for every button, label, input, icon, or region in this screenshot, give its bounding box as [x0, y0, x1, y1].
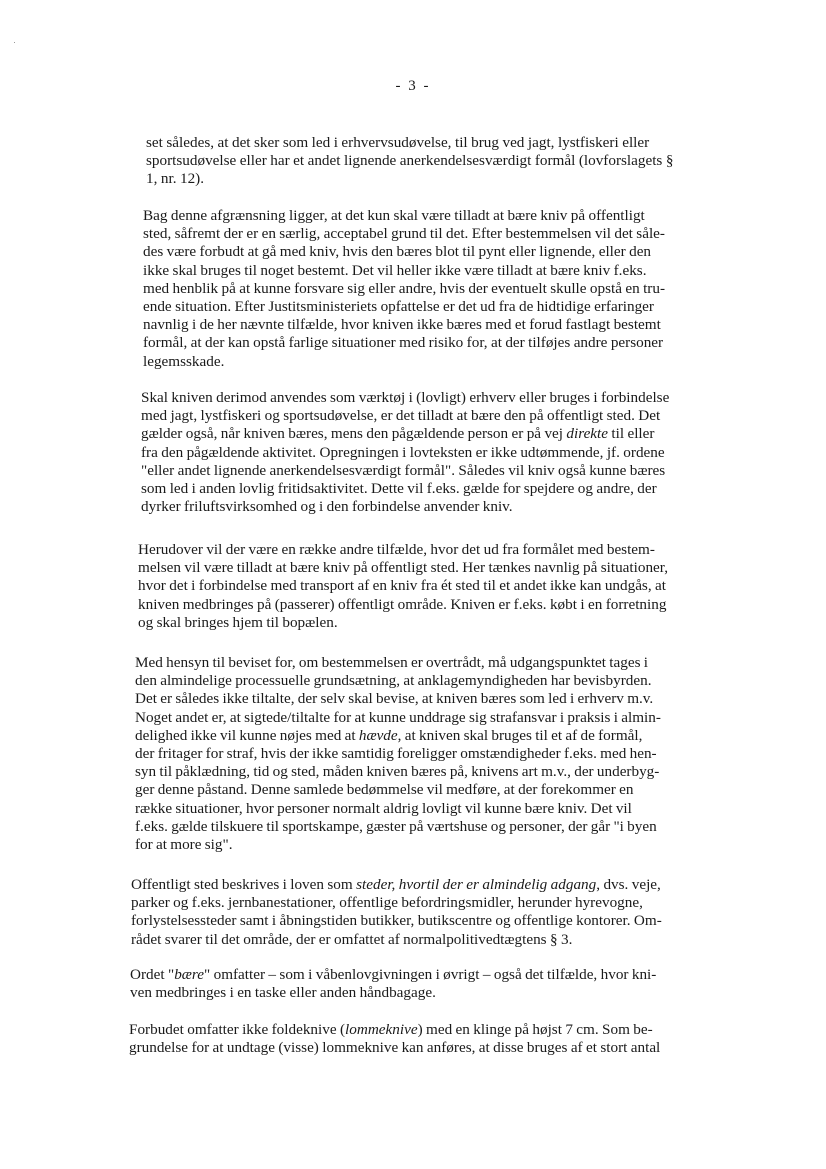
text-line: formål, at der kan opstå farlige situationer med risiko for, at der tilføjes andre personer — [143, 334, 664, 352]
paragraph-7 — [130, 966, 656, 1002]
text-line: ikke skal bruges til noget bestemt. Det vil heller ikke være tilladt at bære kniv f.eks. — [143, 261, 647, 279]
text-line: dyrker friluftsvirksomhed og i den forbindelse anvender kniv. — [141, 498, 513, 516]
text-line: med jagt, lystfiskeri og sportsudøvelse, er det tilladt at bære den på offentligt sted. Det — [141, 407, 661, 425]
text-line: parker og f.eks. jernbanestationer, offentlige befordringsmidler, herunder hyrevogne, — [131, 894, 643, 912]
text-line: Bag denne afgrænsning ligger, at det kun skal være tilladt at bære kniv på offentligt — [143, 207, 645, 224]
text-line: række situationer, hvor personer normalt aldrig lovligt vil kunne bære kniv. Det vil — [135, 799, 632, 817]
paragraph-8 — [129, 1021, 660, 1057]
text-line: ven medbringes i en taske eller anden håndbagage. — [130, 984, 436, 1002]
text-line: der fritager for straf, hvis der ikke samtidig foreligger omstændigheder f.eks. med hen- — [135, 745, 657, 763]
text-line: sted, såfremt der er en særlig, acceptabel grund til det. Efter bestemmelsen vil det såle- — [143, 225, 665, 243]
text-line: Med hensyn til beviset for, om bestemmelsen er overtrådt, må udgangspunktet tages i — [135, 654, 649, 671]
paragraph-2 — [143, 207, 665, 371]
text-line: Ordet "bære" omfatter – som i våbenlovgivningen i øvrigt – også det tilfælde, hvor kni- — [130, 966, 657, 983]
text-line: gælder også, når kniven bæres, mens den pågældende person er på vej direkte til eller — [141, 425, 655, 443]
text-line: delighed ikke vil kunne nøjes med at hævde, at kniven skal bruges til et af de formål, — [135, 726, 643, 744]
scan-speck — [14, 42, 15, 43]
text-line: legemsskade. — [143, 352, 225, 370]
text-line: som led i anden lovlig fritidsaktivitet. Dette vil f.eks. gælde for spejdere og andre, der — [141, 480, 657, 498]
text-line: f.eks. gælde tilskuere til sportskampe, gæster på værtshuse og personer, der går "i byen — [135, 817, 657, 835]
text-line: med henblik på at kunne forsvare sig eller andre, hvis der eventuelt skulle opstå en tru- — [143, 279, 666, 297]
text-line: Herudover vil der være en række andre tilfælde, hvor det ud fra formålet med bestem- — [138, 541, 655, 558]
text-line: 1, nr. 12). — [146, 170, 205, 188]
text-line: ende situation. Efter Justitsministeriets opfattelse er det ud fra de hidtidige erfaringer — [143, 298, 654, 316]
paragraph-4 — [138, 541, 668, 632]
text-line: navnlig i de her nævnte tilfælde, hvor kniven ikke bæres med et forud fastlagt bestemt — [143, 316, 661, 334]
text-line: rådet svarer til det område, der er omfattet af normalpolitivedtægtens § 3. — [131, 930, 573, 948]
text-line: den almindelige processuelle grundsætning, at anklagemyndigheden har bevisbyrden. — [135, 672, 652, 690]
text-line: Skal kniven derimod anvendes som værktøj i (lovligt) erhverv eller bruges i forbindelse — [141, 389, 670, 406]
paragraph-6 — [131, 876, 662, 949]
text-line: set således, at det sker som led i erhvervsudøvelse, til brug ved jagt, lystfiskeri eller — [146, 134, 650, 151]
text-line: forlystelsessteder samt i åbningstiden butikker, butikscentre og offentlige kontorer. Om- — [131, 912, 662, 930]
text-line: "eller andet lignende anerkendelsesværdigt formål". Således vil kniv også kunne bæres — [141, 461, 666, 479]
text-line: og skal bringes hjem til bopælen. — [138, 613, 338, 631]
text-line: des være forbudt at gå med kniv, hvis den bæres blot til pynt eller lignende, eller den — [143, 243, 652, 261]
text-line: syn til påklædning, tid og sted, måden kniven bæres på, knivens art m.v., der underbyg- — [135, 763, 660, 781]
text-line: ger denne påstand. Denne samlede bedømmelse vil medføre, at der forekommer en — [135, 781, 634, 799]
text-line: sportsudøvelse eller har et andet lignende anerkendelsesværdigt formål (lovforslagets § — [146, 152, 674, 170]
paragraph-3 — [141, 389, 669, 516]
text-line: melsen vil være tilladt at bære kniv på offentligt sted. Her tænkes navnlig på situationer, — [138, 559, 669, 577]
text-line: kniven medbringes på (passerer) offentligt område. Kniven er f.eks. købt i en forretning — [138, 595, 667, 613]
text-line: grundelse for at undtage (visse) lommeknive kan anføres, at disse bruges af et stort antal — [129, 1039, 661, 1057]
page-number: - 3 - — [395, 78, 431, 94]
text-line: Forbudet omfatter ikke foldeknive (lommeknive) med en klinge på højst 7 cm. Som be- — [129, 1021, 653, 1038]
text-line: for at more sig". — [135, 836, 233, 854]
text-line: fra den pågældende aktivitet. Opregningen i lovteksten er ikke udtømmende, jf. ordene — [141, 443, 665, 461]
text-line: Noget andet er, at sigtede/tiltalte for at kunne unddrage sig strafansvar i praksis i almin- — [135, 708, 661, 726]
text-line: Offentligt sted beskrives i loven som steder, hvortil der er almindelig adgang, dvs. veje, — [131, 876, 661, 893]
paragraph-5 — [135, 654, 661, 854]
text-line: Det er således ikke tiltalte, der selv skal bevise, at kniven bæres som led i erhverv m.v. — [135, 690, 654, 708]
paragraph-1 — [146, 134, 673, 189]
text-line: hvor det i forbindelse med transport af en kniv fra ét sted til et andet ikke kan undgås, at — [138, 577, 666, 595]
